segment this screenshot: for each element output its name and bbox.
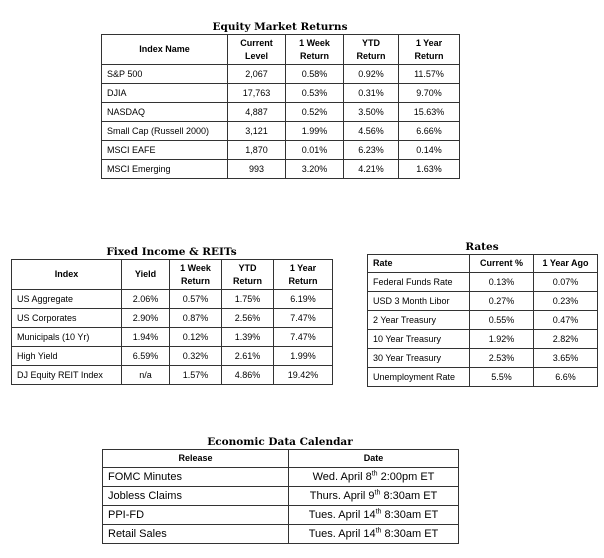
- fixed-header-week: 1 Week Return: [170, 260, 222, 290]
- calendar-date-ordinal: th: [374, 489, 381, 497]
- fixed-cell: 2.61%: [222, 347, 274, 366]
- rates-header-ago: 1 Year Ago: [534, 255, 598, 273]
- rates-title: Rates: [465, 241, 499, 253]
- equity-row: [102, 84, 460, 103]
- equity-cell: 15.63%: [399, 103, 460, 122]
- rates-cell: Federal Funds Rate: [368, 273, 470, 292]
- fixed-row: [12, 309, 333, 328]
- equity-cell: 3,121: [228, 122, 286, 141]
- equity-cell: Small Cap (Russell 2000): [102, 122, 228, 141]
- equity-cell: S&P 500: [102, 65, 228, 84]
- equity-row: [102, 122, 460, 141]
- calendar-table: [102, 449, 459, 544]
- equity-header-year: 1 Year Return: [399, 35, 460, 65]
- rates-cell: 0.27%: [470, 292, 534, 311]
- fixed-cell: 2.56%: [222, 309, 274, 328]
- equity-row: [102, 160, 460, 179]
- equity-title: Equity Market Returns: [212, 21, 348, 33]
- equity-cell: 0.53%: [286, 84, 344, 103]
- fixed-row: [12, 328, 333, 347]
- fixed-cell: 1.99%: [274, 347, 333, 366]
- rates-cell: 0.07%: [534, 273, 598, 292]
- equity-cell: 4.21%: [344, 160, 399, 179]
- calendar-date-time: 8:30am ET: [380, 490, 438, 502]
- equity-cell: DJIA: [102, 84, 228, 103]
- rates-cell: 2.82%: [534, 330, 598, 349]
- fixed-cell: High Yield: [12, 347, 122, 366]
- fixed-title: Fixed Income & REITs: [106, 246, 237, 258]
- equity-cell: 0.31%: [344, 84, 399, 103]
- calendar-row: [103, 525, 459, 544]
- rates-cell: 5.5%: [470, 368, 534, 387]
- rates-cell: 2.53%: [470, 349, 534, 368]
- equity-cell: 9.70%: [399, 84, 460, 103]
- fixed-cell: n/a: [122, 366, 170, 385]
- equity-cell: 17,763: [228, 84, 286, 103]
- fixed-section: [11, 245, 332, 385]
- calendar-release: Retail Sales: [103, 525, 289, 544]
- calendar-date: [289, 525, 459, 544]
- calendar-row: [103, 487, 459, 506]
- fixed-cell: 2.90%: [122, 309, 170, 328]
- fixed-row: [12, 347, 333, 366]
- fixed-cell: 4.86%: [222, 366, 274, 385]
- fixed-cell: 0.32%: [170, 347, 222, 366]
- equity-header-index: Index Name: [102, 35, 228, 65]
- equity-body: [102, 65, 460, 179]
- calendar-release: Jobless Claims: [103, 487, 289, 506]
- rates-row: [368, 292, 598, 311]
- equity-cell: 0.14%: [399, 141, 460, 160]
- fixed-cell: 7.47%: [274, 309, 333, 328]
- equity-cell: NASDAQ: [102, 103, 228, 122]
- fixed-cell: DJ Equity REIT Index: [12, 366, 122, 385]
- equity-header-ytd: YTD Return: [344, 35, 399, 65]
- equity-row: [102, 65, 460, 84]
- rates-header-row: [368, 255, 598, 273]
- fixed-cell: US Aggregate: [12, 290, 122, 309]
- rates-row: [368, 368, 598, 387]
- rates-row: [368, 349, 598, 368]
- fixed-header-yield: Yield: [122, 260, 170, 290]
- calendar-date-time: 8:30am ET: [381, 528, 439, 540]
- rates-header-rate: Rate: [368, 255, 470, 273]
- fixed-cell: 0.87%: [170, 309, 222, 328]
- fixed-header-year: 1 Year Return: [274, 260, 333, 290]
- equity-cell: 1,870: [228, 141, 286, 160]
- fixed-cell: 19.42%: [274, 366, 333, 385]
- calendar-header-row: [103, 450, 459, 468]
- fixed-header-row: [12, 260, 333, 290]
- equity-cell: 3.20%: [286, 160, 344, 179]
- equity-cell: 2,067: [228, 65, 286, 84]
- calendar-header-release: Release: [103, 450, 289, 468]
- calendar-release: FOMC Minutes: [103, 468, 289, 487]
- equity-cell: MSCI EAFE: [102, 141, 228, 160]
- calendar-header-date: Date: [289, 450, 459, 468]
- calendar-date: [289, 487, 459, 506]
- equity-cell: 0.58%: [286, 65, 344, 84]
- fixed-cell: 1.75%: [222, 290, 274, 309]
- rates-section: [367, 240, 597, 387]
- fixed-cell: 0.57%: [170, 290, 222, 309]
- fixed-header-ytd: YTD Return: [222, 260, 274, 290]
- rates-cell: 2 Year Treasury: [368, 311, 470, 330]
- equity-row: [102, 141, 460, 160]
- rates-cell: 0.47%: [534, 311, 598, 330]
- rates-body: [368, 273, 598, 387]
- calendar-section: [102, 435, 458, 544]
- equity-header-week: 1 Week Return: [286, 35, 344, 65]
- equity-row: [102, 103, 460, 122]
- equity-cell: 4,887: [228, 103, 286, 122]
- calendar-date-time: 2:00pm ET: [377, 471, 435, 483]
- calendar-title: Economic Data Calendar: [207, 436, 353, 448]
- fixed-cell: 2.06%: [122, 290, 170, 309]
- equity-cell: 11.57%: [399, 65, 460, 84]
- fixed-cell: 1.94%: [122, 328, 170, 347]
- equity-cell: 0.52%: [286, 103, 344, 122]
- calendar-date-ordinal: th: [375, 508, 382, 516]
- calendar-date: [289, 468, 459, 487]
- rates-cell: 6.6%: [534, 368, 598, 387]
- rates-header-current: Current %: [470, 255, 534, 273]
- calendar-date: [289, 506, 459, 525]
- fixed-row: [12, 366, 333, 385]
- calendar-date-text: Thurs. April 9: [309, 490, 375, 502]
- fixed-cell: 1.39%: [222, 328, 274, 347]
- fixed-body: [12, 290, 333, 385]
- rates-row: [368, 273, 598, 292]
- rates-cell: 3.65%: [534, 349, 598, 368]
- fixed-row: [12, 290, 333, 309]
- fixed-cell: 0.12%: [170, 328, 222, 347]
- calendar-date-ordinal: th: [375, 527, 382, 535]
- rates-cell: 0.23%: [534, 292, 598, 311]
- rates-cell: 1.92%: [470, 330, 534, 349]
- rates-cell: USD 3 Month Libor: [368, 292, 470, 311]
- calendar-row: [103, 468, 459, 487]
- rates-cell: 10 Year Treasury: [368, 330, 470, 349]
- calendar-date-text: Wed. April 8: [312, 471, 372, 483]
- calendar-date-text: Tues. April 14: [308, 528, 376, 540]
- equity-table: [101, 34, 460, 179]
- equity-cell: 6.66%: [399, 122, 460, 141]
- equity-cell: 1.99%: [286, 122, 344, 141]
- equity-cell: 4.56%: [344, 122, 399, 141]
- equity-header-row: [102, 35, 460, 65]
- fixed-table: [11, 259, 333, 385]
- equity-section: [101, 20, 459, 179]
- equity-cell: 0.92%: [344, 65, 399, 84]
- equity-cell: MSCI Emerging: [102, 160, 228, 179]
- equity-cell: 1.63%: [399, 160, 460, 179]
- calendar-release: PPI-FD: [103, 506, 289, 525]
- fixed-cell: 6.59%: [122, 347, 170, 366]
- fixed-cell: 1.57%: [170, 366, 222, 385]
- fixed-cell: US Corporates: [12, 309, 122, 328]
- rates-cell: Unemployment Rate: [368, 368, 470, 387]
- calendar-date-ordinal: th: [371, 470, 378, 478]
- fixed-cell: 6.19%: [274, 290, 333, 309]
- fixed-header-index: Index: [12, 260, 122, 290]
- equity-cell: 6.23%: [344, 141, 399, 160]
- rates-row: [368, 311, 598, 330]
- calendar-row: [103, 506, 459, 525]
- fixed-cell: 7.47%: [274, 328, 333, 347]
- calendar-date-time: 8:30am ET: [381, 509, 439, 521]
- fixed-cell: Municipals (10 Yr): [12, 328, 122, 347]
- rates-cell: 0.55%: [470, 311, 534, 330]
- rates-table: [367, 254, 598, 387]
- equity-cell: 0.01%: [286, 141, 344, 160]
- calendar-body: [103, 468, 459, 544]
- rates-cell: 0.13%: [470, 273, 534, 292]
- rates-row: [368, 330, 598, 349]
- equity-header-level: Current Level: [228, 35, 286, 65]
- calendar-date-text: Tues. April 14: [308, 509, 376, 521]
- equity-cell: 3.50%: [344, 103, 399, 122]
- equity-cell: 993: [228, 160, 286, 179]
- rates-cell: 30 Year Treasury: [368, 349, 470, 368]
